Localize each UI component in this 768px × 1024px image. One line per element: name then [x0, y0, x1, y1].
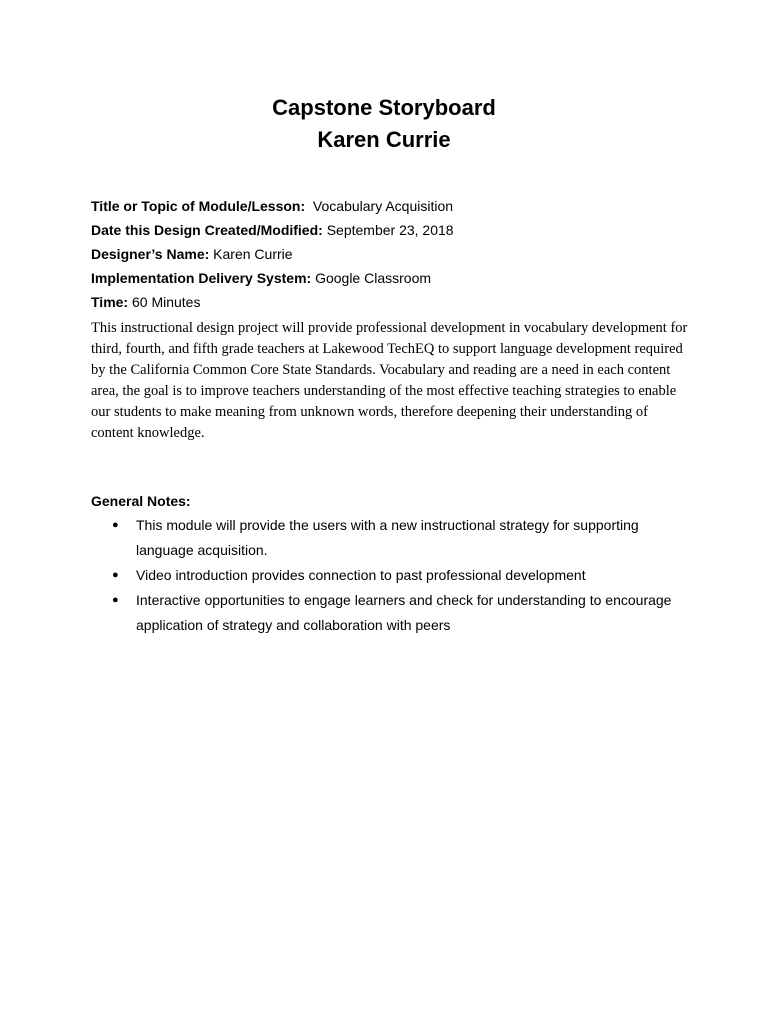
- list-item-text: Interactive opportunities to engage learners and check for understanding to encourage application of strategy and collaboration with peers: [136, 592, 672, 633]
- designer-value: Karen Currie: [209, 246, 293, 262]
- intro-paragraph: This instructional design project will provide professional development in vocabulary development for third, fourth, and fifth grade teachers at Lakewood TechEQ to support language development required by the California Common Core State Standards. Vocabulary and reading are a need in each content area, the goal is to improve teachers understanding of the most effective teaching strategies to enable our students to make meaning from unknown words, therefore deepening their understanding of content knowledge.: [91, 320, 688, 441]
- list-item-text: Video introduction provides connection to past professional development: [136, 567, 586, 583]
- document-author-line: Karen Currie: [317, 127, 451, 152]
- designer-label: Designer’s Name:: [91, 246, 210, 262]
- bullet-icon: ●: [112, 519, 119, 531]
- bullet-icon: ●: [112, 594, 119, 606]
- delivery-label: Implementation Delivery System:: [91, 270, 312, 286]
- document-title: [0, 92, 768, 156]
- date-value: September 23, 2018: [322, 222, 454, 238]
- list-item: [91, 588, 691, 638]
- topic-label: Title or Topic of Module/Lesson:: [91, 198, 306, 214]
- module-details: [91, 194, 691, 314]
- document-title-line: Capstone Storyboard: [272, 95, 496, 120]
- date-row: [91, 218, 691, 242]
- delivery-value: Google Classroom: [311, 270, 432, 286]
- general-notes: [91, 489, 691, 638]
- list-item-text: This module will provide the users with a new instructional strategy for supporting language acquisition.: [136, 517, 639, 558]
- list-item: [91, 513, 691, 563]
- time-row: [91, 290, 691, 314]
- notes-list: [91, 513, 691, 638]
- topic-value: Vocabulary Acquisition: [305, 198, 454, 214]
- list-item: [91, 563, 691, 588]
- notes-heading: General Notes:: [91, 493, 191, 509]
- time-value: 60 Minutes: [128, 294, 201, 310]
- designer-row: [91, 242, 691, 266]
- time-label: Time:: [91, 294, 129, 310]
- bullet-icon: ●: [112, 569, 119, 581]
- delivery-row: [91, 266, 691, 290]
- topic-row: [91, 194, 691, 218]
- date-label: Date this Design Created/Modified:: [91, 222, 323, 238]
